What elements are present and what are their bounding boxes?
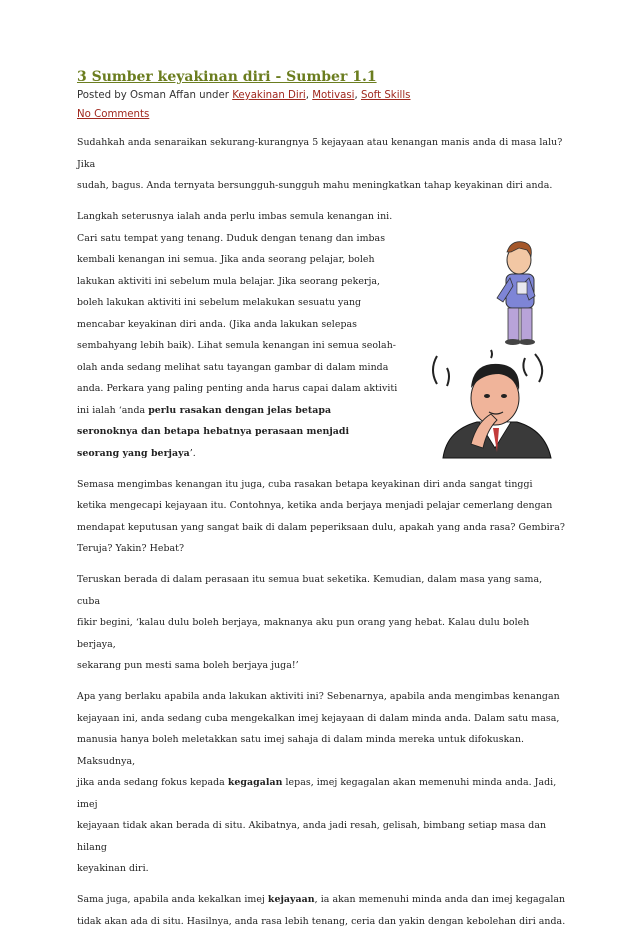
text-line: sembahyang lebih baik). Lihat semula kenangan ini semua seolah- [77,340,397,351]
category-link-soft-skills[interactable]: Soft Skills [360,90,411,101]
paragraph-5 [77,686,567,880]
text-line: olah anda sedang melihat satu tayangan gambar di dalam minda [77,361,389,373]
text-line: sekarang pun mesti sama boleh berjaya juga!’ [77,660,299,671]
category-separator: , [354,90,361,101]
comments-row [77,105,567,124]
category-link-keyakinan-diri[interactable]: Keyakinan Diri [232,90,306,101]
text-line: Langkah seterusnya ialah anda perlu imbas semula kenangan ini. [77,211,393,222]
text-line: ketika mengecapi kejayaan itu. Contohnya, ketika anda berjaya menjadi pelajar cemerlang dengan [77,500,553,511]
text-line: Sudahkah anda senaraikan sekurang-kurangnya 5 kejayaan atau kenangan manis anda di masa lalu? Jika [77,137,563,170]
text-line: ini ialah ‘anda [77,404,149,416]
text-line: manusia hanya boleh meletakkan satu imej sahaja di dalam minda mereka untuk difokuskan. Maksudnya, [77,734,525,767]
article [77,68,567,932]
text-line: Cari satu tempat yang tenang. Duduk dengan tenang dan imbas [77,232,386,244]
emphasis: kejayaan [267,894,315,905]
comments-link[interactable]: No Comments [77,109,150,120]
text-line: tidak akan ada di situ. Hasilnya, anda rasa lebih tenang, ceria dan yakin dengan kebolehan diri anda. [77,915,566,927]
text-line: kejayaan ini, anda sedang cuba mengekalkan imej kejayaan di dalam minda anda. Dalam satu masa, [77,712,560,724]
text-line: boleh lakukan aktiviti ini sebelum melakukan sesuatu yang [77,297,362,308]
text-line: sudah, bagus. Anda ternyata bersungguh-sungguh mahu meningkatkan tahap keyakinan diri anda. [77,180,553,191]
byline [77,86,567,105]
category-link-motivasi[interactable]: Motivasi [312,90,355,101]
text-line: , ia akan memenuhi minda anda dan imej kegagalan [314,894,566,905]
text-line: Apa yang berlaku apabila anda lakukan aktiviti ini? Sebenarnya, apabila anda mengimbas kenangan [77,691,560,702]
text-line: mendapat keputusan yang sangat baik di dalam peperiksaan dulu, apakah yang anda rasa? Gembira? [77,521,565,533]
text-line: lepas, imej kegagalan akan memenuhi minda anda. Jadi, imej [77,777,557,810]
text-line: kejayaan tidak akan berada di situ. Akibatnya, anda jadi resah, gelisah, bimbang setiap masa dan hilang [77,820,547,853]
paragraph-6 [77,889,567,932]
text-line: jika anda sedang fokus kepada [77,777,228,788]
standing-man-figure [497,242,535,345]
text-line: Semasa mengimbas kenangan itu juga, cuba rasakan betapa keyakinan diri anda sangat tinggi [77,478,533,490]
text-line: Sama juga, apabila anda kekalkan imej [77,894,268,905]
text-line: Teruja? Yakin? Hebat? [77,543,185,554]
emphasis: perlu rasakan dengan jelas betapa [148,404,332,416]
text-line: fikir begini, ‘kalau dulu boleh berjaya, maknanya aku pun orang yang hebat. Kalau dulu boleh berjaya, [77,617,530,650]
text-line: Teruskan berada di dalam perasaan itu semua buat seketika. Kemudian, dalam masa yang sama, cuba [77,574,543,607]
article-title[interactable]: 3 Sumber keyakinan diri - Sumber 1.1 [77,69,377,85]
paragraph-4 [77,569,567,677]
category-separator: , [305,90,313,101]
paragraph-1 [77,132,567,197]
text-line: kembali kenangan ini semua. Jika anda seorang pelajar, boleh [77,254,375,265]
text-line: lakukan aktiviti ini sebelum mula belajar. Jika seorang pekerja, [77,275,381,287]
text-line: anda. Perkara yang paling penting anda harus capai dalam aktiviti [77,383,398,394]
text-line: keyakinan diri. [77,863,149,874]
text-line: mencabar keyakinan diri anda. (Jika anda lakukan selepas [77,318,358,330]
byline-prefix: Posted by Osman Affan under [77,90,233,101]
text-line: ’. [189,447,196,459]
thinking-man-figure [443,364,551,458]
emphasis: seronoknya dan betapa hebatnya perasaan menjadi [77,426,350,437]
emphasis: seorang yang berjaya [77,447,190,459]
emphasis: kegagalan [227,777,283,788]
thinking-people-illustration [407,208,567,488]
paragraph-2 [77,206,399,464]
